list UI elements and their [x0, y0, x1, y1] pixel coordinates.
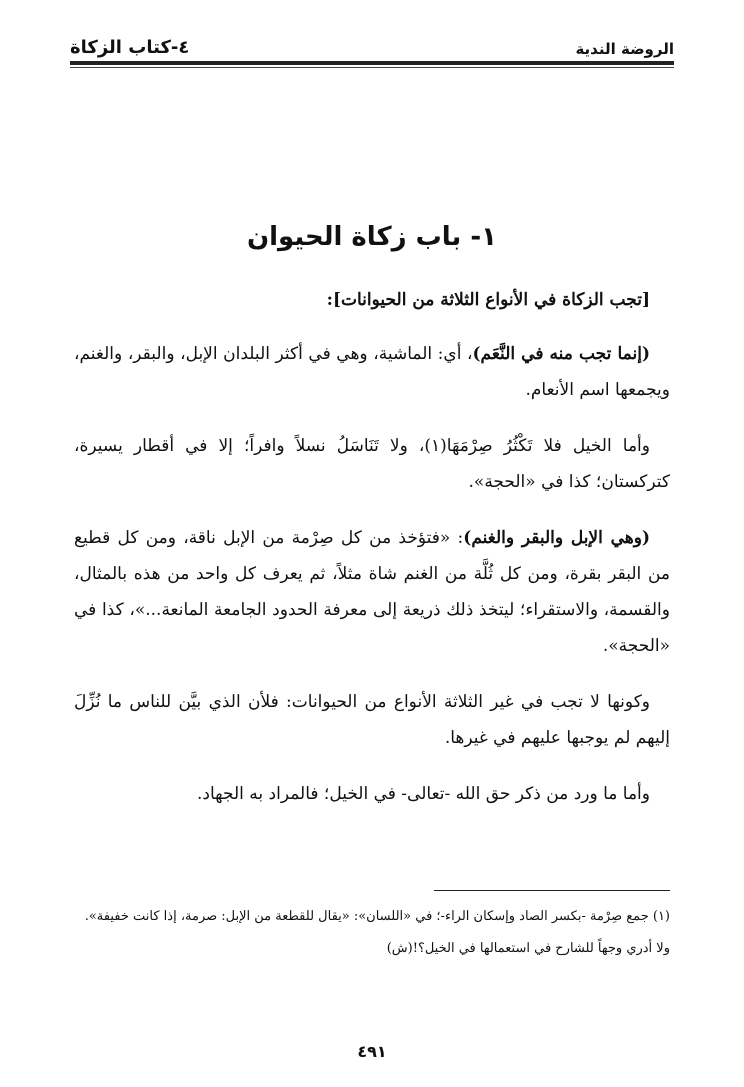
paragraph	[74, 520, 670, 664]
paragraph: وأما الخيل فلا تَكْثُرُ صِرْمَهَا(١)، ولا تَنَاسَلُ نسلاً وافراً؛ إلا في أقطار يسيرة، كتركستان؛ كذا في «الحجة».	[74, 436, 670, 492]
main-text	[74, 282, 670, 812]
footnotes	[74, 904, 670, 968]
header-rule	[70, 61, 674, 65]
book-title: الروضة الندية	[575, 40, 674, 58]
paragraph	[74, 336, 670, 408]
footnote: (١) جمع صِرْمة -بكسر الصاد وإسكان الراء-؛ في «اللسان»: «يقال للقطعة من الإبل: صرمة، إذا كانت خفيفة».	[84, 909, 670, 924]
footnote-separator	[434, 890, 670, 891]
quoted-matn: (إنما تجب منه في النَّعَم)	[472, 344, 650, 364]
chapter-title: ١- باب زكاة الحيوان	[246, 222, 498, 252]
quoted-matn: (وهي الإبل والبقر والغنم)	[463, 528, 650, 548]
paragraph-heading: [تجب الزكاة في الأنواع الثلاثة من الحيوانات]:	[326, 290, 650, 310]
section-title: ٤-كتاب الزكاة	[70, 37, 190, 58]
paragraph: وكونها لا تجب في غير الثلاثة الأنواع من الحيوانات: فلأن الذي بيَّن للناس ما نُزِّلَ إليهم لم يوجبها عليهم في غيرها.	[74, 692, 670, 748]
footnote-note: ولا أدري وجهاً للشارح في استعمالها في الخيل؟!(ش)	[386, 941, 670, 956]
commentary-text: ، أي: الماشية، وهي في أكثر البلدان الإبل، والبقر، والغنم، ويجمعها اسم الأنعام.	[74, 344, 670, 400]
page-number: ٤٩١	[357, 1042, 387, 1061]
header-rule-thin	[70, 67, 674, 68]
paragraph: وأما ما ورد من ذكر حق الله -تعالى- في الخيل؛ فالمراد به الجهاد.	[197, 784, 650, 804]
commentary-text: : «فتؤخذ من كل صِرْمة من الإبل ناقة، ومن كل قطيع من البقر بقرة، ومن كل ثُلَّة من الغنم شاة مثلاً، ثم يعرف كل واحد من هذه بالمثال، والقسمة، والاستقراء؛ ليتخذ ذلك ذريعة إلى معرفة الحدود الجامعة المانعة...»، كذا في «الحجة».	[74, 528, 670, 656]
running-header	[70, 34, 674, 58]
